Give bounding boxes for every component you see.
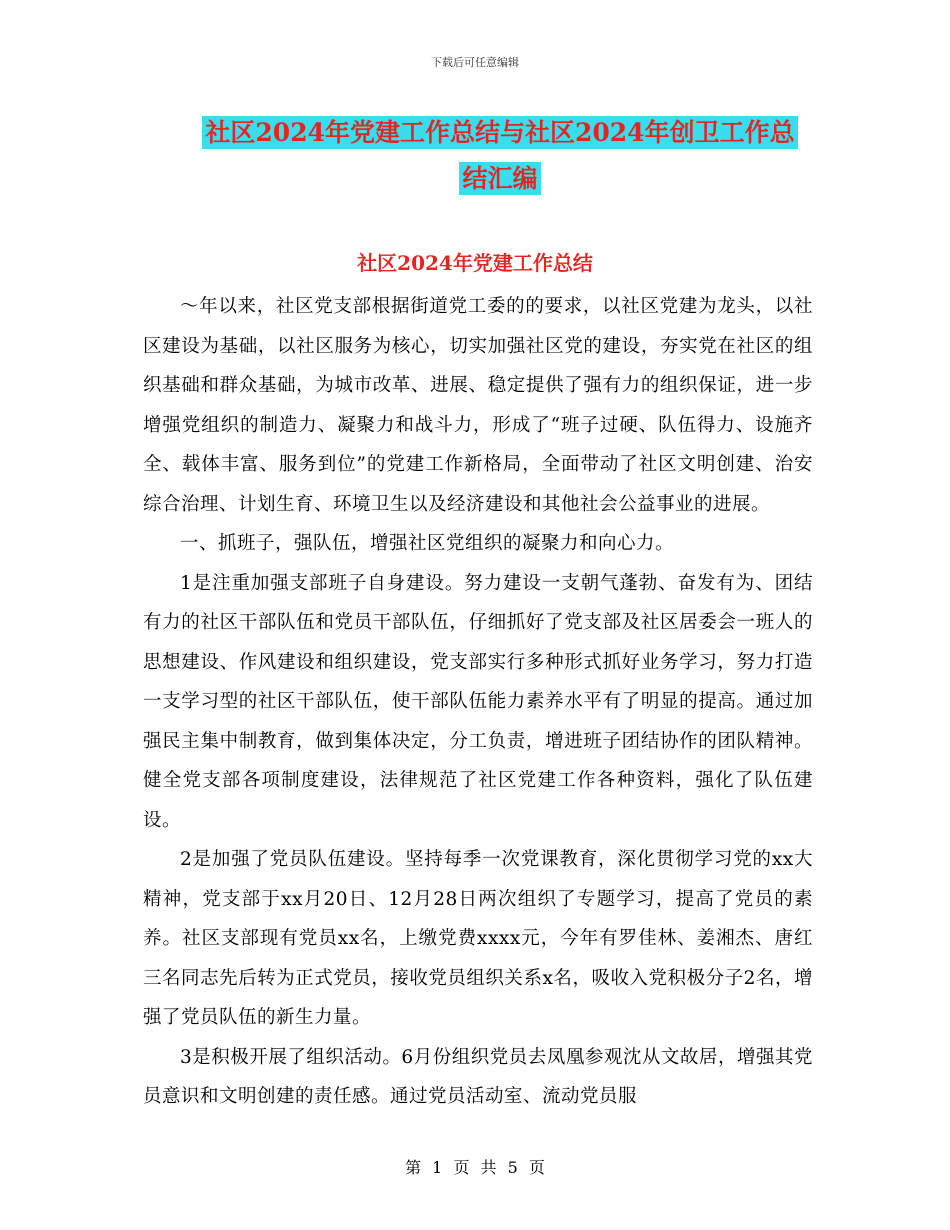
paragraph-item-2: 2是加强了党员队伍建设。坚持每季一次党课教育，深化贯彻学习党的xx大精神，党支部于xx月20日、12月28日两次组织了专题学习，提高了党员的素养。社区支部现有党员xx名，上缴党费xxxx元，今年有罗佳林、姜湘杰、唐红三名同志先后转为正式党员，接收党员组织关系x名，吸收入党积极分子2名，增强了党员队伍的新生力量。 <box>143 849 813 1028</box>
page-footer: 第 1 页 共 5 页 <box>405 1158 545 1177</box>
title-line-2: 结汇编 <box>459 162 540 195</box>
body-text <box>143 287 813 1117</box>
section-title: 社区2024年党建工作总结 <box>357 251 593 275</box>
paragraph-heading-1: 一、抓班子，强队伍，增强社区党组织的凝聚力和向心力。 <box>180 533 675 554</box>
paragraph-intro: ～年以来，社区党支部根据街道党工委的的要求，以社区党建为龙头，以社区建设为基础，以社区服务为核心，切实加强社区党的建设，夯实党在社区的组织基础和群众基础，为城市改革、进展、稳定提供了强有力的组织保证，进一步增强党组织的制造力、凝聚力和战斗力，形成了“班子过硬、队伍得力、设施齐全、载体丰富、服务到位”的党建工作新格局，全面带动了社区文明创建、治安综合治理、计划生育、环境卫生以及经济建设和其他社会公益事业的进展。 <box>143 296 813 515</box>
paragraph-item-1: 1是注重加强支部班子自身建设。努力建设一支朝气蓬勃、奋发有为、团结有力的社区干部队伍和党员干部队伍，仔细抓好了党支部及社区居委会一班人的思想建设、作风建设和组织建设，党支部实行多种形式抓好业务学习，努力打造一支学习型的社区干部队伍，使干部队伍能力素养水平有了明显的提高。通过加强民主集中制教育，做到集体决定，分工负责，增进班子团结协作的团队精神。健全党支部各项制度建设，法律规范了社区党建工作各种资料，强化了队伍建设。 <box>143 572 813 831</box>
header-note: 下载后可任意编辑 <box>431 56 519 69</box>
paragraph-item-3: 3是积极开展了组织活动。6月份组织党员去凤凰参观沈从文故居，增强其党员意识和文明创建的责任感。通过党员活动室、流动党员服 <box>143 1046 813 1107</box>
document-title <box>140 110 860 202</box>
title-line-1: 社区2024年党建工作总结与社区2024年创卫工作总 <box>202 116 797 149</box>
